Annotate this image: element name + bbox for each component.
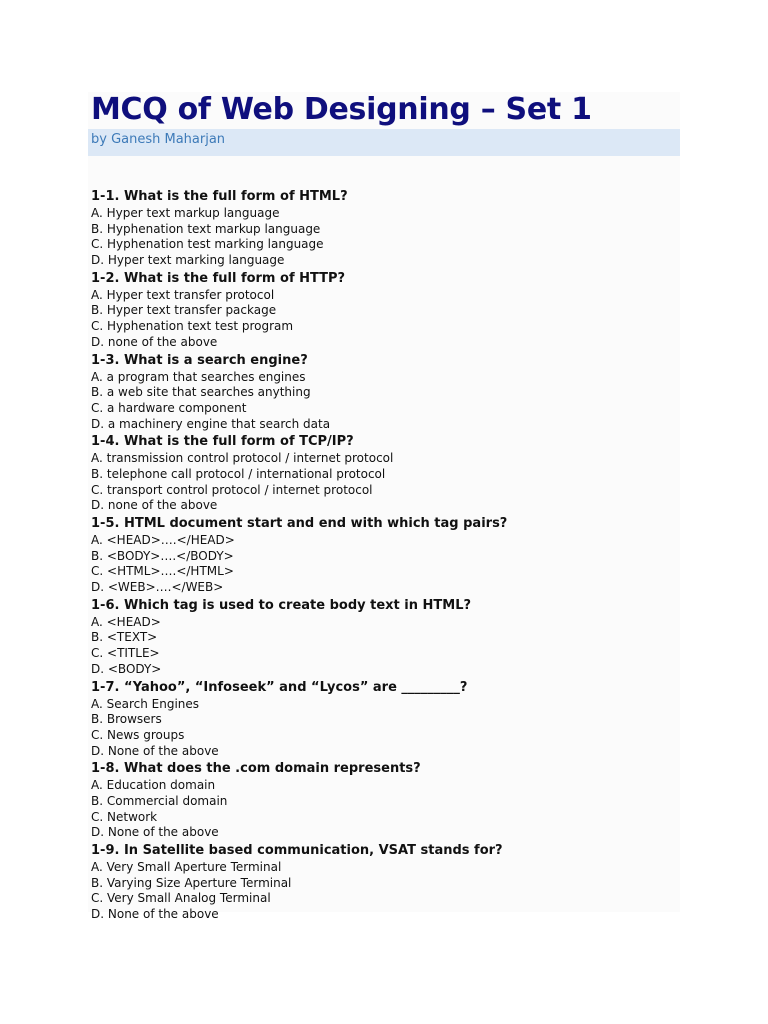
question-item [91,841,676,923]
document-page [88,92,680,922]
answer-option: D. a machinery engine that search data [91,416,331,431]
answer-option: D. <BODY> [91,661,162,676]
answer-option: A. Hyper text transfer protocol [91,287,275,302]
question-item [91,269,676,351]
answer-option: A. <HEAD>….</HEAD> [91,533,235,547]
answer-option: D. None of the above [91,907,219,922]
answer-option: B. Varying Size Aperture Terminal [91,875,292,890]
question-item [91,351,676,433]
answer-option: D. None of the above [91,825,219,840]
question-text: 1-4. What is the full form of TCP/IP? [91,434,354,450]
question-item [91,432,676,514]
answer-option: C. transport control protocol / internet protocol [91,482,373,497]
answer-option: C. Very Small Analog Terminal [91,891,271,906]
answer-option: C. <TITLE> [91,646,160,661]
question-text: 1-6. Which tag is used to create body text in HTML? [91,597,472,613]
answer-option: B. a web site that searches anything [91,385,311,400]
question-text: 1-5. HTML document start and end with which tag pairs? [91,516,508,531]
answer-option: B. <BODY>….</BODY> [91,548,234,563]
question-text: 1-3. What is a search engine? [91,352,308,368]
answer-option: D. none of the above [91,498,218,513]
question-text: 1-1. What is the full form of HTML? [91,189,348,204]
answer-option: A. a program that searches engines [91,369,306,384]
answer-option: C. Network [91,809,158,824]
answer-option: D. None of the above [91,743,219,758]
answer-option: C. Hyphenation text test program [91,319,294,334]
byline-bar [88,129,680,156]
answer-option: C. Hyphenation test marking language [91,237,324,252]
answer-option: B. <TEXT> [91,630,158,645]
answer-option: B. telephone call protocol / international protocol [91,466,386,481]
answer-option: A. Very Small Aperture Terminal [91,860,282,874]
answer-option: B. Commercial domain [91,793,228,808]
question-text: 1-8. What does the .com domain represents? [91,761,421,777]
question-text: 1-9. In Satellite based communication, VSAT stands for? [91,843,503,858]
answer-option: A. Search Engines [91,696,200,711]
question-item [91,514,676,596]
answer-option: D. <WEB>….</WEB> [91,580,224,595]
answer-option: A. <HEAD> [91,614,161,629]
answer-option: A. transmission control protocol / internet protocol [91,451,394,466]
answer-option: C. <HTML>….</HTML> [91,564,234,579]
question-text: 1-7. “Yahoo”, “Infoseek” and “Lycos” are _________? [91,679,468,695]
answer-option: B. Browsers [91,712,162,727]
answer-option: A. Hyper text markup language [91,206,280,220]
question-item [91,596,676,678]
question-item [91,678,676,760]
document-title: MCQ of Web Designing – Set 1 [91,92,592,127]
author-byline: by Ganesh Maharjan [91,132,226,147]
question-text: 1-2. What is the full form of HTTP? [91,270,346,286]
question-list [91,187,676,923]
answer-option: A. Education domain [91,778,216,793]
answer-option: B. Hyper text transfer package [91,303,277,318]
question-item [91,759,676,841]
answer-option: C. a hardware component [91,400,247,415]
answer-option: D. Hyper text marking language [91,253,285,268]
answer-option: B. Hyphenation text markup language [91,221,321,236]
answer-option: C. News groups [91,727,185,742]
question-item [91,187,676,269]
answer-option: D. none of the above [91,334,218,349]
